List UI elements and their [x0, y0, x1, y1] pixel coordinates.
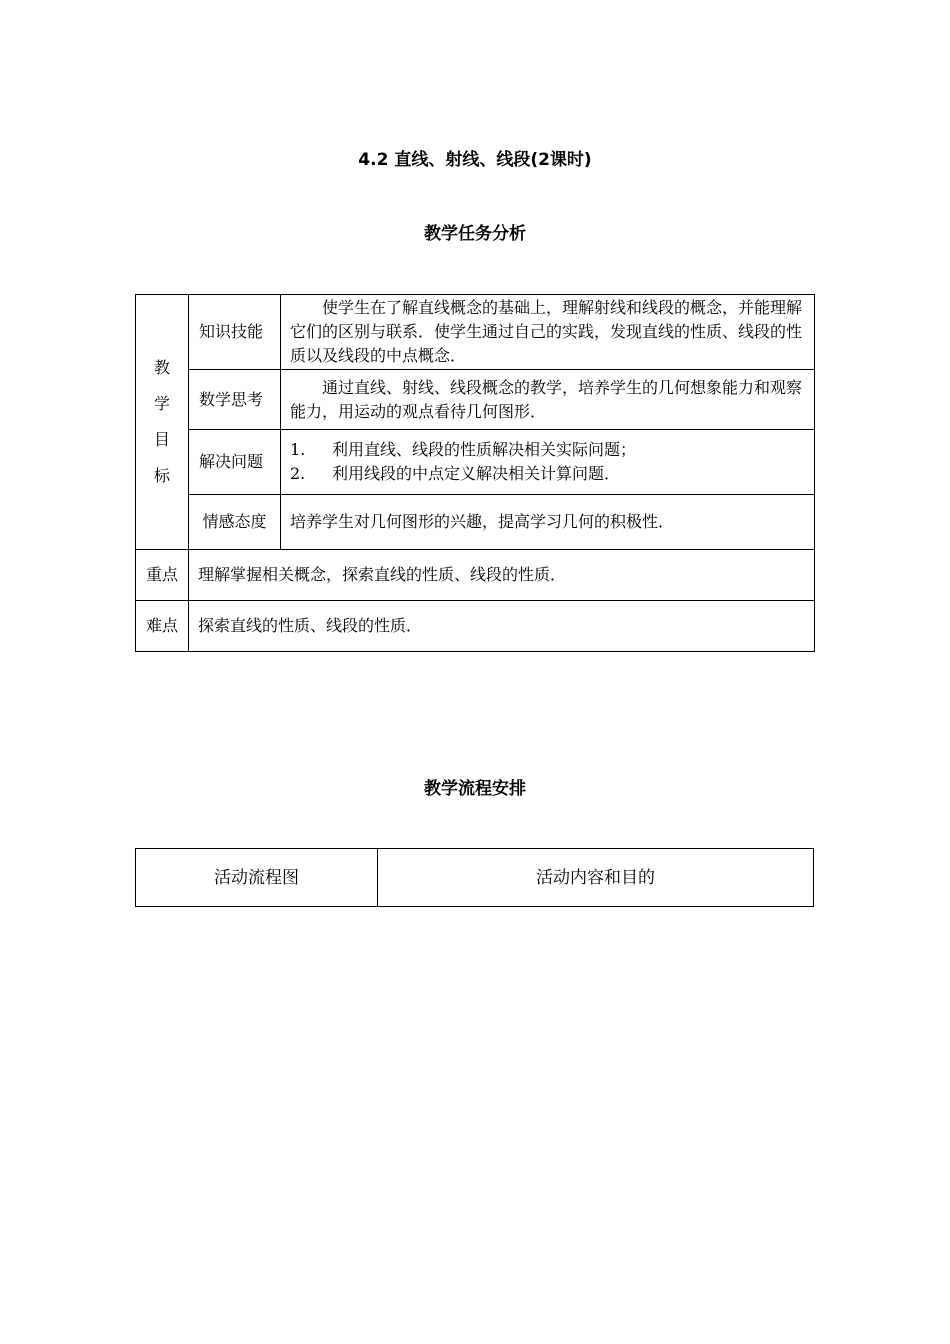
item-text: 利用直线、线段的性质解决相关实际问题； — [332, 440, 637, 459]
table-row — [136, 430, 815, 495]
difficulty-content: 探索直线的性质、线段的性质． — [189, 601, 815, 652]
teaching-goals-header — [136, 295, 189, 550]
document-title: 4.2 直线、射线、线段(2课时) — [358, 150, 592, 170]
numbered-item — [290, 438, 806, 462]
goal-label-problem-solving: 解决问题 — [189, 430, 281, 495]
goals-header-char: 教 — [153, 358, 170, 377]
goal-label-math-thinking: 数学思考 — [189, 370, 281, 430]
table-row — [136, 601, 815, 652]
numbered-item — [290, 462, 806, 486]
goals-header-char: 学 — [153, 394, 170, 413]
goal-content-attitude: 培养学生对几何图形的兴趣，提高学习几何的积极性． — [281, 495, 815, 550]
task-analysis-table — [135, 294, 815, 652]
difficulty-label: 难点 — [136, 601, 189, 652]
key-point-label: 重点 — [136, 550, 189, 601]
goals-header-char: 目 — [153, 430, 170, 449]
goal-label-knowledge-skills: 知识技能 — [189, 295, 281, 370]
goal-content-knowledge-skills — [281, 295, 815, 370]
item-number: 2. — [290, 464, 306, 483]
table-row — [136, 495, 815, 550]
goal-content-math-thinking — [281, 370, 815, 430]
table-row — [136, 370, 815, 430]
task-analysis-heading: 教学任务分析 — [424, 224, 526, 244]
goals-header-char: 标 — [153, 466, 170, 485]
item-text: 利用线段的中点定义解决相关计算问题． — [332, 464, 621, 483]
goal-content-problem-solving — [281, 430, 815, 495]
item-number: 1. — [290, 440, 306, 459]
flow-chart-header: 活动流程图 — [136, 849, 378, 907]
table-row — [136, 550, 815, 601]
goal-label-attitude: 情感态度 — [189, 495, 281, 550]
table-row — [136, 295, 815, 370]
activity-content-header: 活动内容和目的 — [378, 849, 814, 907]
key-point-content: 理解掌握相关概念，探索直线的性质、线段的性质． — [189, 550, 815, 601]
teaching-flow-heading: 教学流程安排 — [424, 779, 526, 799]
table-row — [136, 849, 814, 907]
goal-text: 使学生在了解直线概念的基础上，理解射线和线段的概念，并能理解它们的区别与联系．使学生通过自己的实践，发现直线的性质、线段的性质以及线段的中点概念． — [290, 298, 803, 365]
goal-text: 通过直线、射线、线段概念的教学，培养学生的几何想象能力和观察能力，用运动的观点看待几何图形． — [290, 377, 803, 421]
teaching-flow-table — [135, 848, 814, 907]
